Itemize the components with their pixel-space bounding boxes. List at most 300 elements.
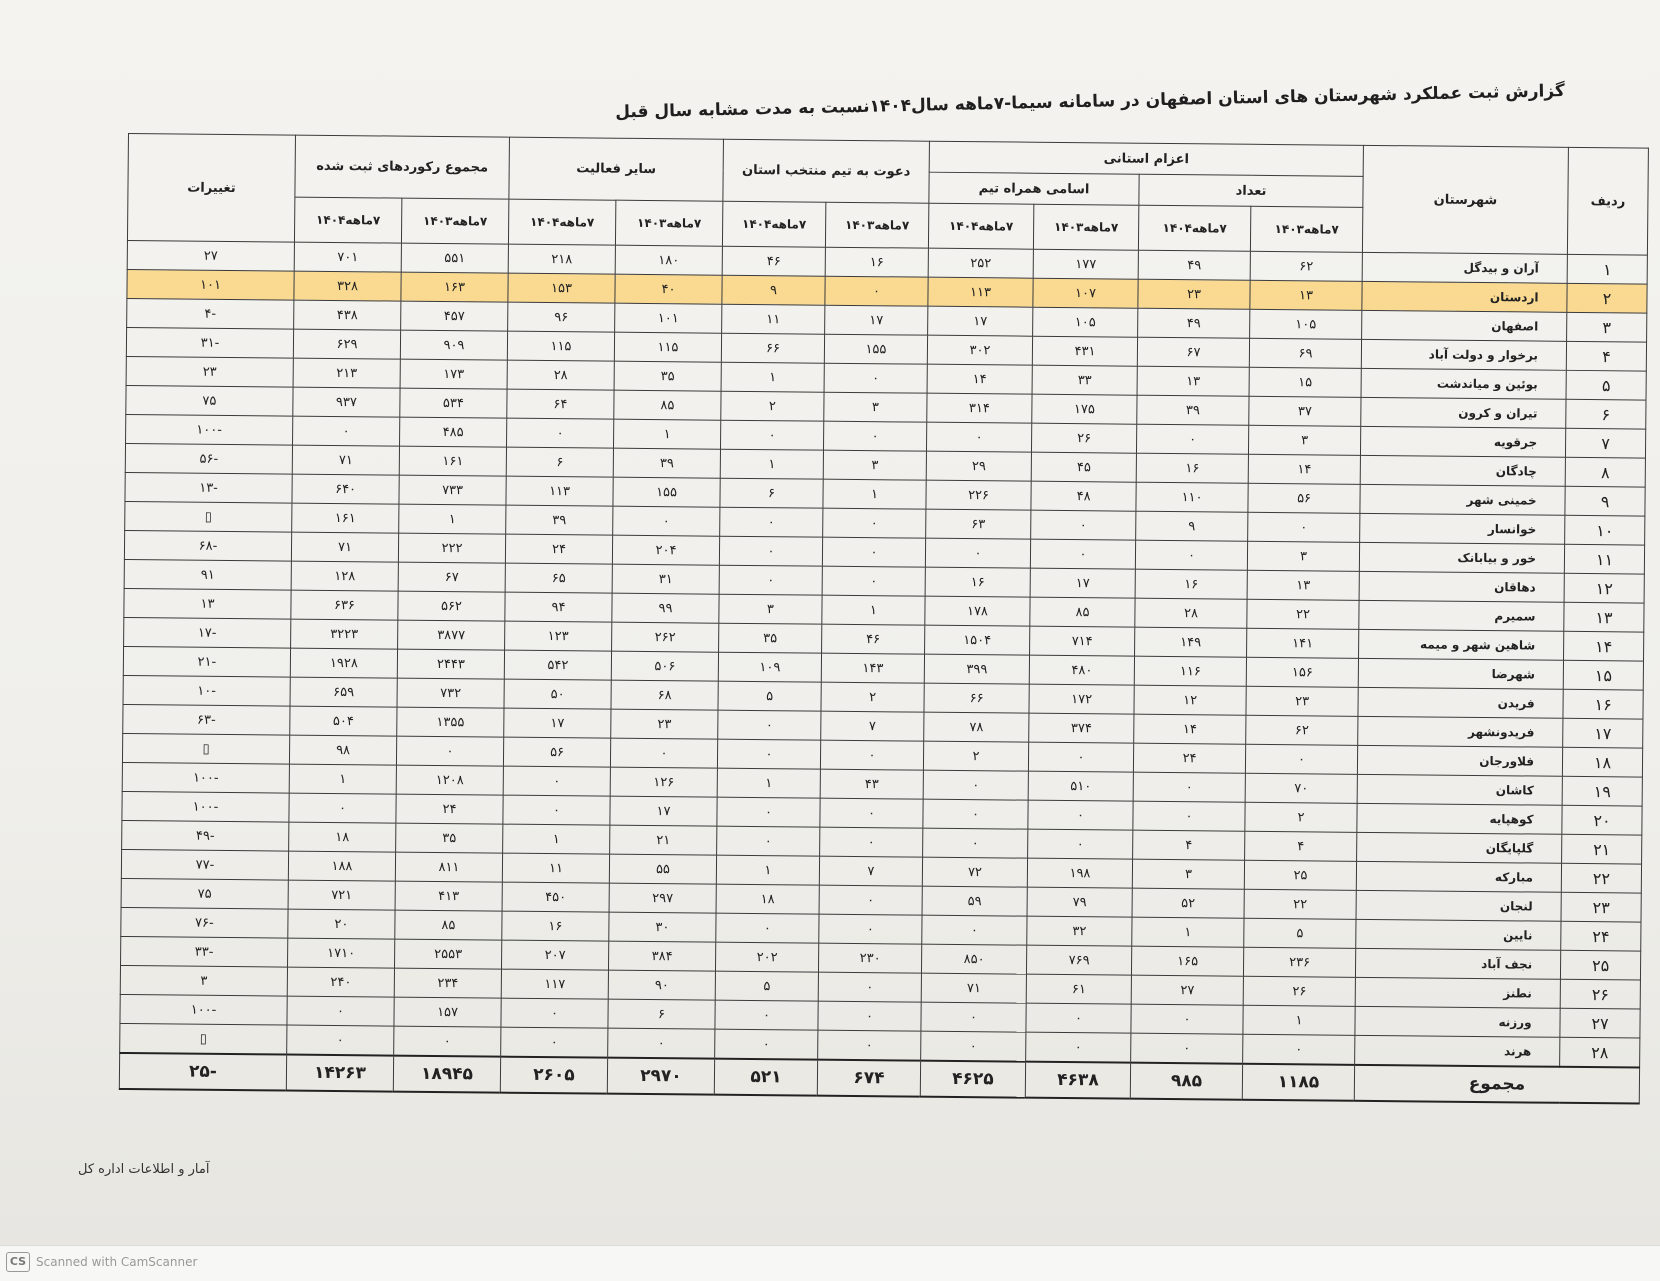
change-percent: ▯ — [120, 1023, 287, 1054]
team-names-1403: ۳۲ — [1027, 916, 1132, 946]
invite-1404: ۰ — [716, 913, 819, 943]
header-other: سایر فعالیت — [509, 137, 724, 201]
invite-1403: ۰ — [820, 740, 923, 770]
invite-1403: ۱۵۵ — [824, 334, 927, 364]
city-name: نطنز — [1355, 977, 1560, 1008]
other-1404: ۲۴ — [505, 534, 612, 564]
change-percent: -۳۱ — [126, 327, 293, 358]
records-1403: ۲۴۴۳ — [397, 649, 504, 679]
count-1403: ۱۴ — [1248, 454, 1360, 484]
other-1404: ۹۴ — [505, 592, 612, 622]
invite-1404: ۲۰۲ — [715, 942, 818, 972]
invite-1404: ۳ — [719, 594, 822, 624]
count-1404: ۰ — [1135, 540, 1247, 570]
records-1404: ۴۳۸ — [294, 300, 401, 330]
city-name: نایین — [1356, 919, 1561, 950]
team-names-1404: ۷۲ — [922, 857, 1027, 887]
city-name: نجف آباد — [1355, 948, 1560, 979]
other-1403: ۱۸۰ — [615, 245, 722, 275]
team-names-1404: ۰ — [922, 915, 1027, 945]
invite-1403: ۰ — [824, 421, 927, 451]
change-percent: ۲۳ — [126, 356, 293, 387]
team-names-1404: ۱۶ — [925, 567, 1030, 597]
records-1404: ۰ — [287, 996, 394, 1026]
count-1403: ۶۹ — [1249, 338, 1361, 368]
team-names-1404: ۵۹ — [922, 886, 1027, 916]
records-1404: ۱۶۱ — [292, 503, 399, 533]
team-names-1404: ۳۱۴ — [927, 393, 1032, 423]
header-period-1404: ۷ماهه۱۴۰۴ — [928, 203, 1033, 249]
count-1404: ۰ — [1131, 1033, 1243, 1064]
city-name: گلپایگان — [1357, 832, 1562, 863]
count-1404: ۱۲ — [1134, 685, 1246, 715]
invite-1403: ۲۳۰ — [818, 943, 921, 973]
other-1404: ۱۱۵ — [507, 331, 614, 361]
records-1403: ۰ — [396, 736, 503, 766]
count-1403: ۶۲ — [1250, 251, 1362, 281]
header-period-1404: ۷ماهه۱۴۰۴ — [294, 197, 401, 243]
invite-1404: ۶۶ — [721, 333, 824, 363]
team-names-1404: ۰ — [923, 799, 1028, 829]
team-names-1403: ۷۹ — [1027, 887, 1132, 917]
header-period-1404: ۷ماهه۱۴۰۴ — [1138, 205, 1250, 251]
change-percent: ۱۳ — [124, 588, 291, 619]
count-1403: ۱۳ — [1250, 280, 1362, 310]
count-1404: ۱۳ — [1137, 366, 1249, 396]
invite-1403: ۱۶ — [825, 247, 928, 277]
records-1403: ۱۶۳ — [401, 272, 508, 302]
team-names-1404: ۸۵۰ — [921, 944, 1026, 974]
records-1404: ۶۲۹ — [293, 329, 400, 359]
total-names-1404: ۴۶۲۵ — [920, 1061, 1025, 1098]
row-number: ۳ — [1567, 312, 1647, 342]
city-name: چادگان — [1360, 455, 1565, 486]
count-1403: ۰ — [1248, 512, 1360, 542]
team-names-1404: ۰ — [925, 538, 1030, 568]
team-names-1404: ۰ — [921, 1031, 1026, 1062]
change-percent: -۱۰۰ — [122, 762, 289, 793]
header-period-1403: ۷ماهه۱۴۰۳ — [825, 202, 928, 248]
invite-1404: ۰ — [719, 565, 822, 595]
records-1403: ۴۵۷ — [401, 301, 508, 331]
records-1404: ۹۸ — [289, 735, 396, 765]
other-1404: ۱۷ — [504, 708, 611, 738]
team-names-1403: ۰ — [1028, 742, 1133, 772]
team-names-1403: ۸۵ — [1030, 597, 1135, 627]
records-1403: ۹۰۹ — [400, 330, 507, 360]
other-1404: ۱۶ — [502, 911, 609, 941]
count-1403: ۳ — [1247, 541, 1359, 571]
other-1403: ۸۵ — [614, 390, 721, 420]
change-percent: -۱۳ — [125, 472, 292, 503]
invite-1403: ۰ — [818, 1001, 921, 1031]
records-1404: ۳۲۲۳ — [291, 619, 398, 649]
invite-1403: ۰ — [824, 363, 927, 393]
count-1404: ۲۸ — [1135, 598, 1247, 628]
other-1403: ۱۰۱ — [615, 303, 722, 333]
total-count-1404: ۹۸۵ — [1130, 1063, 1242, 1100]
change-percent: -۴۹ — [122, 820, 289, 851]
invite-1404: ۲ — [721, 391, 824, 421]
other-1404: ۳۹ — [506, 505, 613, 535]
total-other-1403: ۲۹۷۰ — [607, 1058, 714, 1095]
total-invite-1404: ۵۲۱ — [714, 1059, 817, 1096]
other-1404: ۵۶ — [503, 737, 610, 767]
city-name: جرقویه — [1361, 426, 1566, 457]
row-number: ۲۵ — [1560, 950, 1640, 980]
other-1404: ۱۱۷ — [501, 969, 608, 999]
count-1403: ۱۴۱ — [1247, 628, 1359, 658]
team-names-1403: ۶۱ — [1026, 974, 1131, 1004]
count-1404: ۰ — [1133, 772, 1245, 802]
city-name: هرند — [1355, 1035, 1560, 1066]
change-percent: ۱۰۱ — [127, 269, 294, 300]
count-1404: ۱۶ — [1135, 569, 1247, 599]
row-number: ۱۲ — [1564, 573, 1644, 603]
row-number: ۱۵ — [1563, 660, 1643, 690]
team-names-1403: ۱۹۸ — [1027, 858, 1132, 888]
team-names-1404: ۳۹۹ — [924, 654, 1029, 684]
change-percent: -۳۳ — [121, 936, 288, 967]
count-1403: ۲۵ — [1244, 860, 1356, 890]
team-names-1403: ۰ — [1031, 510, 1136, 540]
records-1404: ۱۲۸ — [291, 561, 398, 591]
invite-1403: ۰ — [825, 276, 928, 306]
camscanner-text: Scanned with CamScanner — [36, 1255, 198, 1269]
count-1403: ۲۶ — [1243, 976, 1355, 1006]
table-body — [120, 240, 1648, 1067]
count-1403: ۴ — [1245, 831, 1357, 861]
city-name: دهاقان — [1359, 571, 1564, 602]
header-period-1403: ۷ماهه۱۴۰۳ — [615, 200, 722, 246]
team-names-1403: ۱۰۷ — [1033, 278, 1138, 308]
change-percent: ▯ — [125, 501, 292, 532]
team-names-1403: ۵۱۰ — [1028, 771, 1133, 801]
row-number: ۱۴ — [1564, 631, 1644, 661]
row-number: ۴ — [1566, 341, 1646, 371]
row-number: ۲۳ — [1561, 892, 1641, 922]
count-1403: ۳۷ — [1249, 396, 1361, 426]
header-city: شهرستان — [1362, 145, 1568, 254]
team-names-1403: ۱۷ — [1030, 568, 1135, 598]
total-changes: -۲۵ — [119, 1053, 286, 1091]
team-names-1404: ۰ — [921, 1002, 1026, 1032]
team-names-1404: ۰ — [926, 422, 1031, 452]
team-names-1403: ۴۸۰ — [1029, 655, 1134, 685]
total-names-1403: ۴۶۳۸ — [1025, 1062, 1130, 1099]
other-1403: ۰ — [610, 738, 717, 768]
other-1403: ۳۸۴ — [609, 941, 716, 971]
header-period-1404: ۷ماهه۱۴۰۴ — [508, 199, 615, 245]
count-1404: ۵۲ — [1132, 888, 1244, 918]
city-name: مبارکه — [1356, 861, 1561, 892]
change-percent: ۳ — [120, 965, 287, 996]
total-count-1403: ۱۱۸۵ — [1242, 1064, 1354, 1101]
records-1404: ۰ — [287, 1025, 394, 1056]
team-names-1403: ۱۷۵ — [1032, 394, 1137, 424]
records-1403: ۱۳۵۵ — [397, 707, 504, 737]
count-1404: ۱ — [1132, 917, 1244, 947]
invite-1403: ۳ — [823, 450, 926, 480]
team-names-1404: ۱۴ — [927, 364, 1032, 394]
city-name: اصفهان — [1362, 310, 1567, 341]
team-names-1404: ۲۵۲ — [928, 248, 1033, 278]
city-name: شاهین شهر و میمه — [1359, 629, 1564, 660]
invite-1403: ۰ — [820, 827, 923, 857]
invite-1403: ۲ — [821, 682, 924, 712]
count-1404: ۳۹ — [1137, 395, 1249, 425]
other-1404: ۵۰ — [504, 679, 611, 709]
total-records-1404: ۱۴۲۶۳ — [286, 1055, 393, 1092]
other-1403: ۹۰ — [608, 970, 715, 1000]
change-percent: -۶۸ — [124, 530, 291, 561]
total-invite-1403: ۶۷۴ — [817, 1060, 920, 1097]
invite-1403: ۰ — [819, 885, 922, 915]
count-1404: ۱۶۵ — [1132, 946, 1244, 976]
count-1403: ۲۳۶ — [1244, 947, 1356, 977]
change-percent: ۷۵ — [126, 385, 293, 416]
footer-note: آمار و اطلاعات اداره کل — [78, 1162, 210, 1177]
records-1404: ۱۸ — [289, 822, 396, 852]
count-1404: ۱۱۰ — [1136, 482, 1248, 512]
other-1404: ۹۶ — [508, 302, 615, 332]
other-1404: ۰ — [501, 1027, 608, 1058]
row-number: ۱۷ — [1563, 718, 1643, 748]
count-1404: ۲۴ — [1133, 743, 1245, 773]
change-percent: -۱۰۰ — [122, 791, 289, 822]
records-1403: ۷۳۲ — [397, 678, 504, 708]
invite-1403: ۰ — [819, 914, 922, 944]
city-name: خمینی شهر — [1360, 484, 1565, 515]
records-1403: ۱۲۰۸ — [396, 765, 503, 795]
row-number: ۲۷ — [1560, 1008, 1640, 1038]
city-name: آران و بیدگل — [1362, 252, 1567, 283]
records-1404: ۲۴۰ — [287, 967, 394, 997]
other-1403: ۲۶۲ — [612, 622, 719, 652]
other-1403: ۱ — [614, 419, 721, 449]
records-1403: ۱۷۳ — [400, 359, 507, 389]
records-1404: ۲۱۳ — [293, 358, 400, 388]
records-1403: ۴۱۳ — [395, 881, 502, 911]
other-1404: ۵۴۲ — [504, 650, 611, 680]
other-1404: ۱۱۳ — [506, 476, 613, 506]
records-1403: ۸۵ — [395, 910, 502, 940]
other-1404: ۰ — [503, 795, 610, 825]
other-1403: ۵۰۶ — [611, 651, 718, 681]
records-1403: ۳۸۷۷ — [398, 620, 505, 650]
city-name: فریدونشهر — [1358, 716, 1563, 747]
records-1403: ۵۶۲ — [398, 591, 505, 621]
records-1403: ۱۵۷ — [394, 997, 501, 1027]
row-number: ۲۲ — [1561, 863, 1641, 893]
invite-1404: ۰ — [717, 739, 820, 769]
other-1403: ۱۱۵ — [614, 332, 721, 362]
city-name: کوهپایه — [1357, 803, 1562, 834]
row-number: ۹ — [1565, 486, 1645, 516]
records-1404: ۱۹۲۸ — [290, 648, 397, 678]
other-1404: ۶ — [506, 447, 613, 477]
invite-1404: ۰ — [717, 797, 820, 827]
row-number: ۱۶ — [1563, 689, 1643, 719]
invite-1403: ۱۷ — [825, 305, 928, 335]
team-names-1404: ۷۸ — [924, 712, 1029, 742]
invite-1404: ۰ — [720, 507, 823, 537]
city-name: خور و بیابانک — [1359, 542, 1564, 573]
records-1403: ۸۱۱ — [395, 852, 502, 882]
other-1404: ۶۴ — [507, 389, 614, 419]
invite-1403: ۰ — [823, 508, 926, 538]
count-1403: ۶۲ — [1246, 715, 1358, 745]
other-1403: ۰ — [608, 1028, 715, 1059]
records-1404: ۷۱ — [292, 445, 399, 475]
city-name: فلاورجان — [1357, 745, 1562, 776]
change-percent: -۶۳ — [123, 704, 290, 735]
header-team-names: اسامی همراه تیم — [929, 172, 1139, 205]
count-1403: ۱۵ — [1249, 367, 1361, 397]
count-1403: ۰ — [1243, 1034, 1355, 1065]
other-1404: ۰ — [503, 766, 610, 796]
count-1404: ۴۹ — [1138, 250, 1250, 280]
count-1403: ۱۳ — [1247, 570, 1359, 600]
records-1404: ۶۳۶ — [291, 590, 398, 620]
team-names-1403: ۷۶۹ — [1027, 945, 1132, 975]
count-1404: ۲۷ — [1131, 975, 1243, 1005]
change-percent: -۷۷ — [121, 849, 288, 880]
other-1403: ۹۹ — [612, 593, 719, 623]
total-records-1403: ۱۸۹۴۵ — [393, 1056, 500, 1093]
invite-1404: ۱۰۹ — [718, 652, 821, 682]
invite-1404: ۹ — [722, 275, 825, 305]
records-1404: ۷۱ — [291, 532, 398, 562]
team-names-1404: ۱۷۸ — [925, 596, 1030, 626]
row-number: ۱۰ — [1565, 515, 1645, 545]
city-name: کاشان — [1357, 774, 1562, 805]
other-1404: ۲۰۷ — [502, 940, 609, 970]
other-1403: ۲۹۷ — [609, 883, 716, 913]
row-number: ۱۳ — [1564, 602, 1644, 632]
records-1403: ۲۵۵۳ — [395, 939, 502, 969]
records-1403: ۲۳۴ — [394, 968, 501, 998]
row-number: ۱۹ — [1562, 776, 1642, 806]
team-names-1404: ۶۶ — [924, 683, 1029, 713]
total-other-1404: ۲۶۰۵ — [500, 1057, 607, 1094]
report-table — [119, 133, 1649, 1105]
records-1403: ۷۳۳ — [399, 475, 506, 505]
team-names-1403: ۰ — [1028, 829, 1133, 859]
count-1404: ۱۴ — [1134, 714, 1246, 744]
records-1404: ۱۸۸ — [288, 851, 395, 881]
other-1404: ۰ — [501, 998, 608, 1028]
invite-1404: ۵ — [715, 971, 818, 1001]
row-number: ۲۶ — [1560, 979, 1640, 1009]
invite-1404: ۵ — [718, 681, 821, 711]
count-1403: ۲ — [1245, 802, 1357, 832]
records-1404: ۶۴۰ — [292, 474, 399, 504]
records-1403: ۲۲۲ — [398, 533, 505, 563]
count-1403: ۳ — [1249, 425, 1361, 455]
invite-1403: ۴۶ — [822, 624, 925, 654]
city-name: برخوار و دولت آباد — [1361, 339, 1566, 370]
city-name: سمیرم — [1359, 600, 1564, 631]
invite-1404: ۱ — [716, 855, 819, 885]
other-1403: ۳۹ — [613, 448, 720, 478]
other-1403: ۵۵ — [609, 854, 716, 884]
invite-1404: ۰ — [715, 1029, 818, 1059]
team-names-1403: ۴۵ — [1031, 452, 1136, 482]
invite-1404: ۶ — [720, 478, 823, 508]
invite-1404: ۱۸ — [716, 884, 819, 914]
count-1403: ۲۲ — [1247, 599, 1359, 629]
change-percent: -۱۷ — [124, 617, 291, 648]
team-names-1403: ۱۷۲ — [1029, 684, 1134, 714]
count-1404: ۶۷ — [1137, 337, 1249, 367]
team-names-1403: ۲۶ — [1032, 423, 1137, 453]
scanner-watermark-bar — [0, 1245, 1660, 1281]
team-names-1404: ۱۵۰۴ — [925, 625, 1030, 655]
other-1403: ۱۷ — [610, 796, 717, 826]
header-period-1404: ۷ماهه۱۴۰۴ — [722, 201, 825, 247]
records-1403: ۱۶۱ — [399, 446, 506, 476]
other-1403: ۳۱ — [612, 564, 719, 594]
records-1404: ۰ — [289, 793, 396, 823]
records-1404: ۱۷۱۰ — [288, 938, 395, 968]
records-1404: ۷۰۱ — [294, 242, 401, 272]
total-label: مجموع — [1354, 1065, 1639, 1104]
records-1403: ۶۷ — [398, 562, 505, 592]
records-1403: ۵۵۱ — [401, 243, 508, 273]
count-1404: ۰ — [1131, 1004, 1243, 1034]
other-1403: ۶۸ — [611, 680, 718, 710]
team-names-1403: ۰ — [1028, 800, 1133, 830]
invite-1403: ۱ — [822, 595, 925, 625]
row-number: ۶ — [1566, 399, 1646, 429]
team-names-1403: ۴۳۱ — [1032, 336, 1137, 366]
city-name: ورزنه — [1355, 1006, 1560, 1037]
team-names-1404: ۲۲۶ — [926, 480, 1031, 510]
invite-1403: ۰ — [822, 566, 925, 596]
records-1404: ۳۲۸ — [294, 271, 401, 301]
report-table-wrapper — [119, 133, 1648, 1105]
row-number: ۲۱ — [1562, 834, 1642, 864]
header-period-1403: ۷ماهه۱۴۰۳ — [401, 198, 508, 244]
invite-1403: ۱ — [823, 479, 926, 509]
change-percent: ۹۱ — [124, 559, 291, 590]
other-1404: ۲۱۸ — [508, 244, 615, 274]
invite-1404: ۰ — [718, 710, 821, 740]
count-1404: ۱۶ — [1136, 453, 1248, 483]
other-1404: ۱۲۳ — [505, 621, 612, 651]
count-1403: ۰ — [1245, 744, 1357, 774]
records-1404: ۷۲۱ — [288, 880, 395, 910]
invite-1404: ۰ — [719, 536, 822, 566]
report-title: گزارش ثبت عملکرد شهرستان های استان اصفهان در سامانه سیما-۷ماهه سال۱۴۰۴نسبت به مدت مشابه سال قبل — [615, 81, 1566, 123]
camscanner-logo: CS — [6, 1252, 30, 1272]
records-1404: ۰ — [293, 416, 400, 446]
other-1403: ۱۵۵ — [613, 477, 720, 507]
records-1404: ۱ — [289, 764, 396, 794]
count-1404: ۱۴۹ — [1135, 627, 1247, 657]
count-1403: ۵ — [1244, 918, 1356, 948]
team-names-1403: ۳۷۴ — [1029, 713, 1134, 743]
records-1403: ۲۴ — [396, 794, 503, 824]
other-1404: ۱۱ — [502, 853, 609, 883]
records-1404: ۶۵۹ — [290, 677, 397, 707]
change-percent: -۷۶ — [121, 907, 288, 938]
other-1404: ۴۵۰ — [502, 882, 609, 912]
row-number: ۷ — [1566, 428, 1646, 458]
team-names-1404: ۱۱۳ — [928, 277, 1033, 307]
change-percent: ۷۵ — [121, 878, 288, 909]
